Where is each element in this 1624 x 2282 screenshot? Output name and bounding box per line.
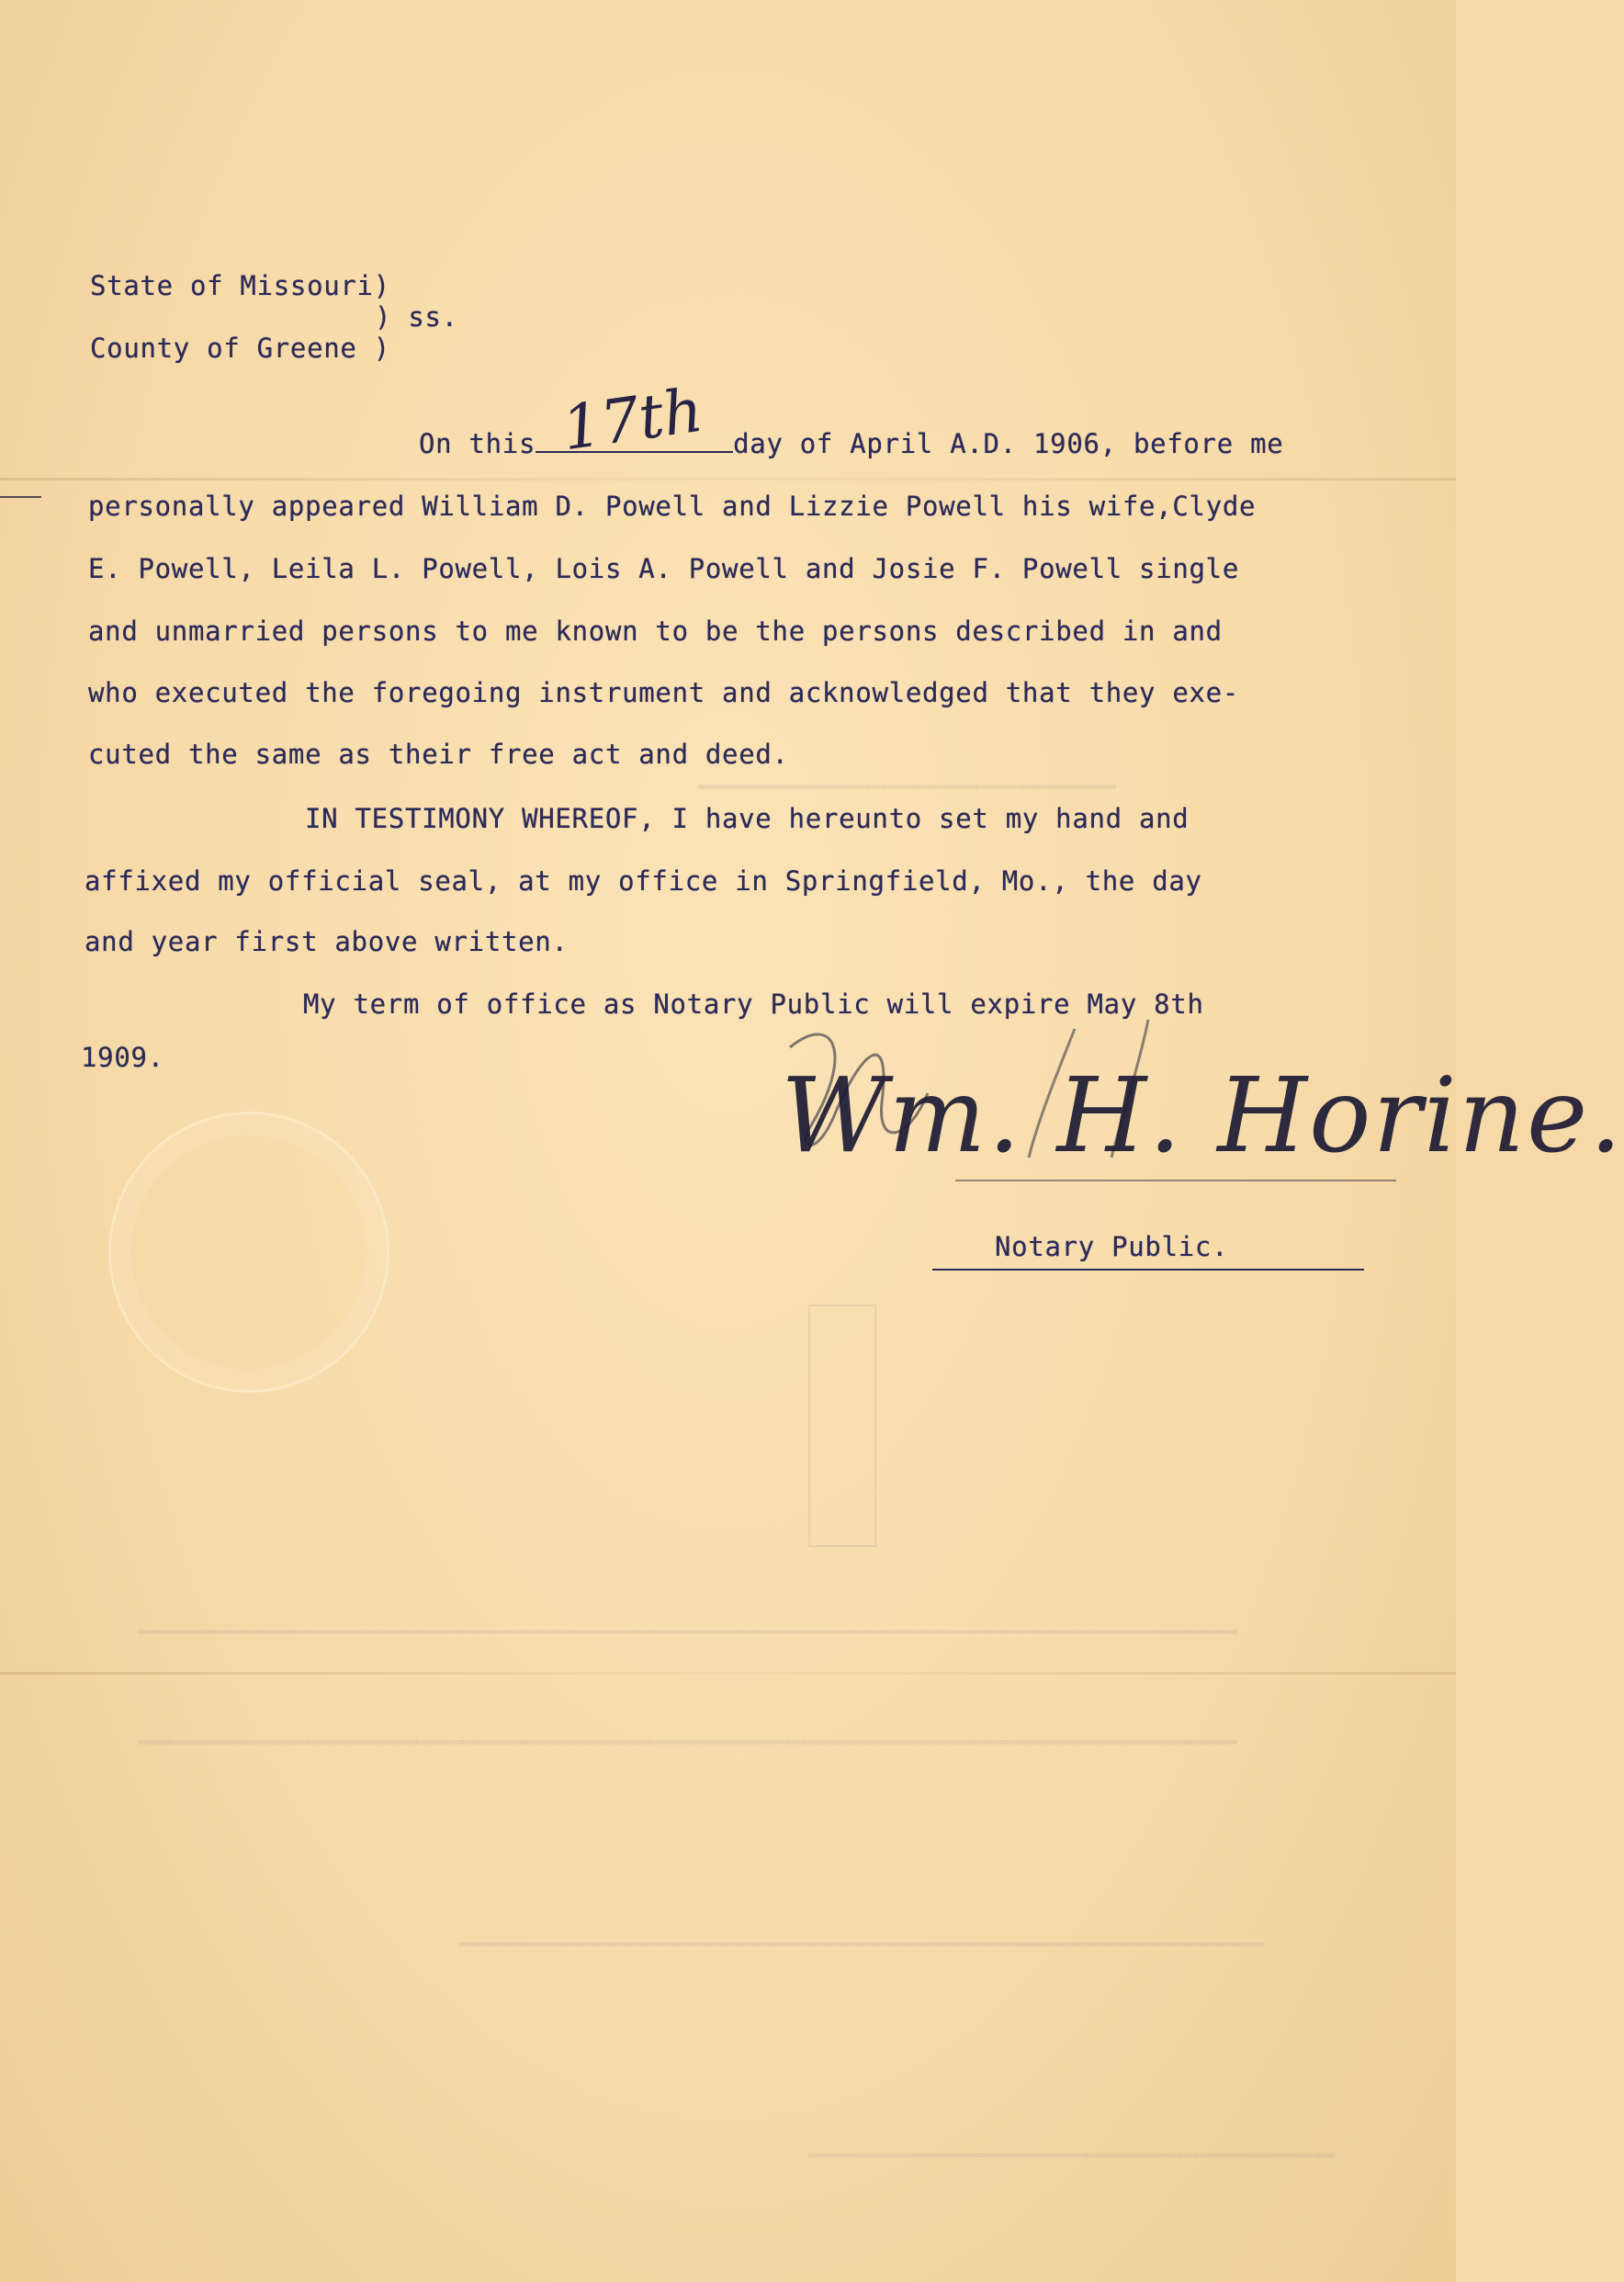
margin-mark xyxy=(0,496,41,498)
venue-state: State of Missouri) xyxy=(90,270,390,301)
body-line-1 xyxy=(419,428,1283,459)
handwritten-day: 17th xyxy=(558,374,707,465)
term-line-2: 1909. xyxy=(81,1042,164,1073)
paper-fold xyxy=(0,478,1456,480)
testimony-line-3: and year first above written. xyxy=(85,926,569,957)
bleed-through-text: ━━━━━━━━━━━━━━━━━━━━━━━━━━━━━━━━━━━━━━━━━━━━━━━━━━━━━━━━━━━━━━━━━━━━━━━ xyxy=(138,1617,1237,1647)
body-line-6: cuted the same as their free act and deed. xyxy=(88,739,789,770)
bleed-through-text: ━━━━━━━━━━━━━━━━━━━━━━━━━━━ xyxy=(698,772,1117,802)
body-line-2 xyxy=(88,491,1256,522)
body-line-2-insert: Clyde xyxy=(1172,491,1257,522)
body-line-4: and unmarried persons to me known to be the persons described in and xyxy=(88,616,1223,647)
paper-fold xyxy=(0,1672,1456,1675)
body-line-3: E. Powell, Leila L. Powell, Lois A. Powell and Josie F. Powell single xyxy=(88,553,1240,584)
embossed-notary-seal xyxy=(108,1112,389,1393)
notary-signature-line xyxy=(932,1269,1364,1271)
term-line-1: My term of office as Notary Public will expire May 8th xyxy=(303,988,1204,1020)
bleed-through-text: ━━━━━━━━━━━━━━━━━━━━━━━━━━━━━━━━━━━━━━━━━━━━━━━━━━━━ xyxy=(459,1929,1265,1960)
filed-stamp-ghost xyxy=(808,1305,876,1547)
body-line-1-after: day of April A.D. 1906, before me xyxy=(733,428,1284,459)
testimony-line-2: affixed my official seal, at my office in Springfield, Mo., the day xyxy=(85,865,1202,897)
bleed-through-text: ━━━━━━━━━━━━━━━━━━━━━━━━━━━━━━━━━━━━━━━━━━━━━━━━━━━━━━━━━━━━━━━━━━━━━━━ xyxy=(138,1727,1237,1757)
testimony-line-1: IN TESTIMONY WHEREOF, I have hereunto set my hand and xyxy=(305,803,1190,834)
notary-signature: Wm. H. Horine. xyxy=(781,1056,1624,1176)
body-line-1-before: On this xyxy=(419,428,536,459)
body-line-2-text: personally appeared William D. Powell and Lizzie Powell his wife, xyxy=(88,491,1173,522)
bleed-through-text: ━━━━━━━━━━━━━━━━━━━━━━━━━━━━━━━━━━ xyxy=(808,2141,1336,2171)
venue-county: County of Greene ) xyxy=(90,333,390,364)
body-line-5: who executed the foregoing instrument and acknowledged that they exe- xyxy=(88,677,1240,708)
notary-public-label: Notary Public. xyxy=(995,1231,1229,1262)
venue-ss: ) ss. xyxy=(375,301,458,333)
